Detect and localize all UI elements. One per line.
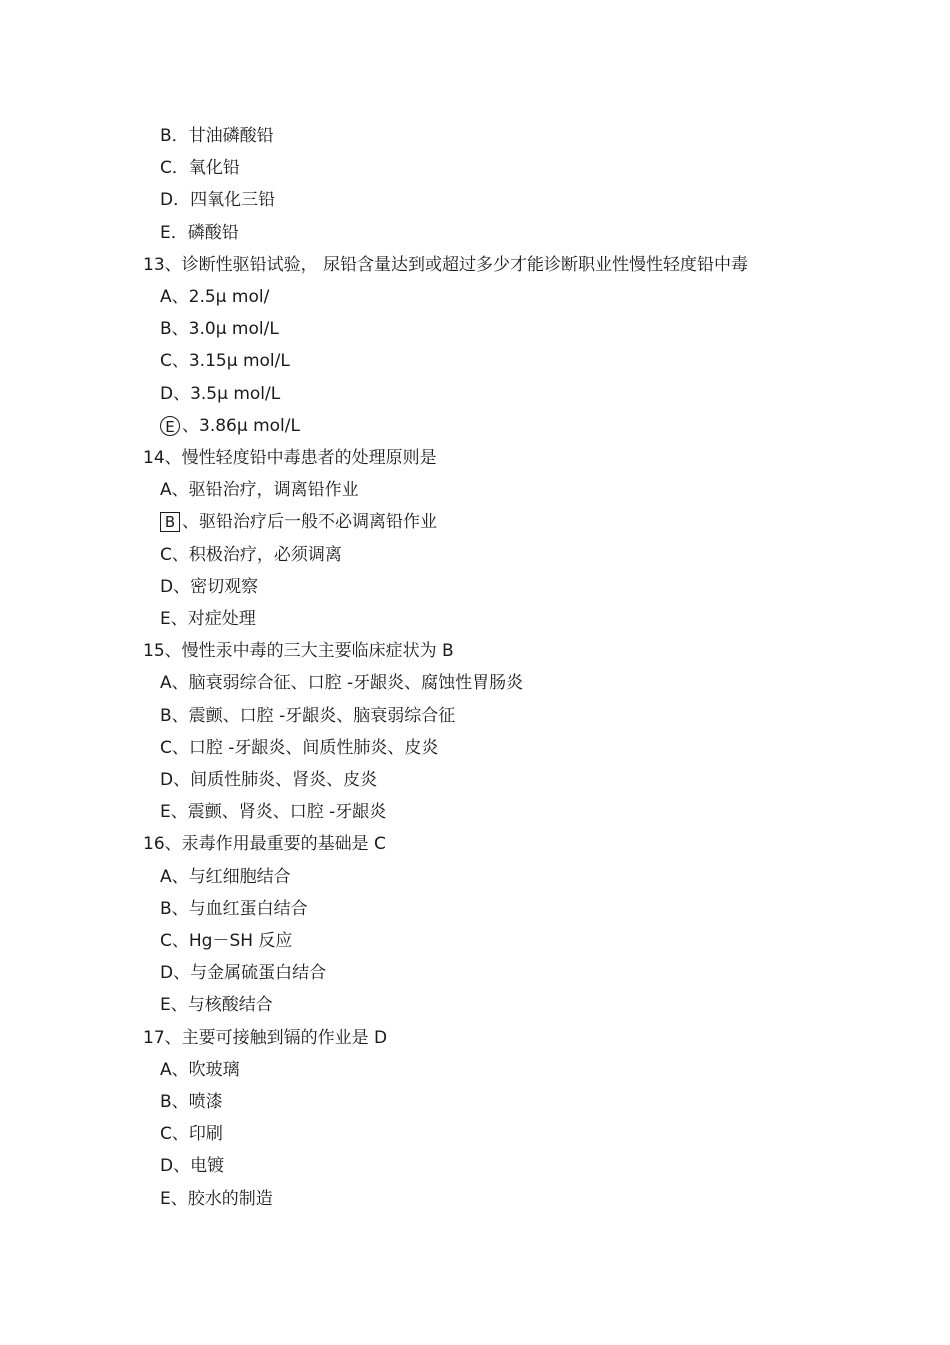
line-text: 13、诊断性驱铅试验， 尿铅含量达到或超过多少才能诊断职业性慢性轻度铅中毒 [143,255,749,275]
line-text: E、与核酸结合 [160,995,273,1015]
answer-option [160,576,258,598]
answer-option [160,479,359,501]
answer-option [160,157,240,179]
line-text: A、驱铅治疗，调离铅作业 [160,480,359,500]
line-text: A、脑衰弱综合征、口腔 -牙龈炎、腐蚀性胃肠炎 [160,673,524,693]
question-stem [143,833,386,855]
line-text: C．氧化铅 [160,158,240,178]
line-text: D、3.5μ mol/L [160,384,281,404]
line-text: C、口腔 -牙龈炎、间质性肺炎、皮炎 [160,738,439,758]
line-text: D、密切观察 [160,577,259,597]
line-text: 17、主要可接触到镉的作业是 D [143,1028,388,1048]
question-stem [143,447,437,469]
answer-option [160,286,269,308]
line-text: 16、汞毒作用最重要的基础是 C [143,834,386,854]
line-text: B．甘油磷酸铅 [160,126,274,146]
line-text: D、间质性肺炎、肾炎、皮炎 [160,770,378,790]
answer-option [160,608,256,630]
answer-option [160,1123,223,1145]
answer-option [160,705,455,727]
answer-option [160,1188,273,1210]
line-text: C、3.15μ mol/L [160,351,290,371]
answer-option [160,1155,224,1177]
question-stem [143,254,748,276]
line-text: E．磷酸铅 [160,223,239,243]
answer-option [160,1091,223,1113]
line-text: B、喷漆 [160,1092,223,1112]
line-text: B、与血红蛋白结合 [160,899,308,919]
line-text: A、吹玻璃 [160,1060,240,1080]
answer-option [160,930,292,952]
line-text: D、电镀 [160,1156,225,1176]
line-text: E、胶水的制造 [160,1189,273,1209]
answer-option [160,318,279,340]
line-text: 、3.86μ mol/L [182,416,300,436]
answer-option [160,125,274,147]
answer-option [160,962,326,984]
line-text: C、Hg－SH 反应 [160,931,293,951]
line-text: D、与金属硫蛋白结合 [160,963,327,983]
answer-option [160,898,308,920]
line-text: 14、慢性轻度铅中毒患者的处理原则是 [143,448,437,468]
answer-option [160,1059,240,1081]
line-text: C、印刷 [160,1124,223,1144]
line-text: A、与红细胞结合 [160,867,291,887]
circled-answer-mark: E [160,416,180,436]
question-stem [143,640,454,662]
answer-option [160,672,523,694]
line-text: D．四氧化三铅 [160,190,276,210]
answer-option [160,544,342,566]
line-text: E、震颤、肾炎、口腔 -牙龈炎 [160,802,387,822]
answer-option [160,383,280,405]
answer-option [160,189,275,211]
boxed-answer-mark: B [160,512,180,532]
line-text: B、3.0μ mol/L [160,319,279,339]
answer-option [160,222,239,244]
answer-option [160,866,291,888]
answer-option [160,994,273,1016]
line-text: B、震颤、口腔 -牙龈炎、脑衰弱综合征 [160,706,456,726]
line-text: A、2.5μ mol/ [160,287,270,307]
line-text: E、对症处理 [160,609,256,629]
answer-option [160,511,437,533]
answer-option [160,801,386,823]
answer-option [160,415,300,437]
answer-option [160,737,438,759]
line-text: 、驱铅治疗后一般不必调离铅作业 [182,512,437,532]
question-stem [143,1027,387,1049]
answer-option [160,350,290,372]
answer-option [160,769,377,791]
line-text: 15、慢性汞中毒的三大主要临床症状为 B [143,641,454,661]
line-text: C、积极治疗，必须调离 [160,545,342,565]
